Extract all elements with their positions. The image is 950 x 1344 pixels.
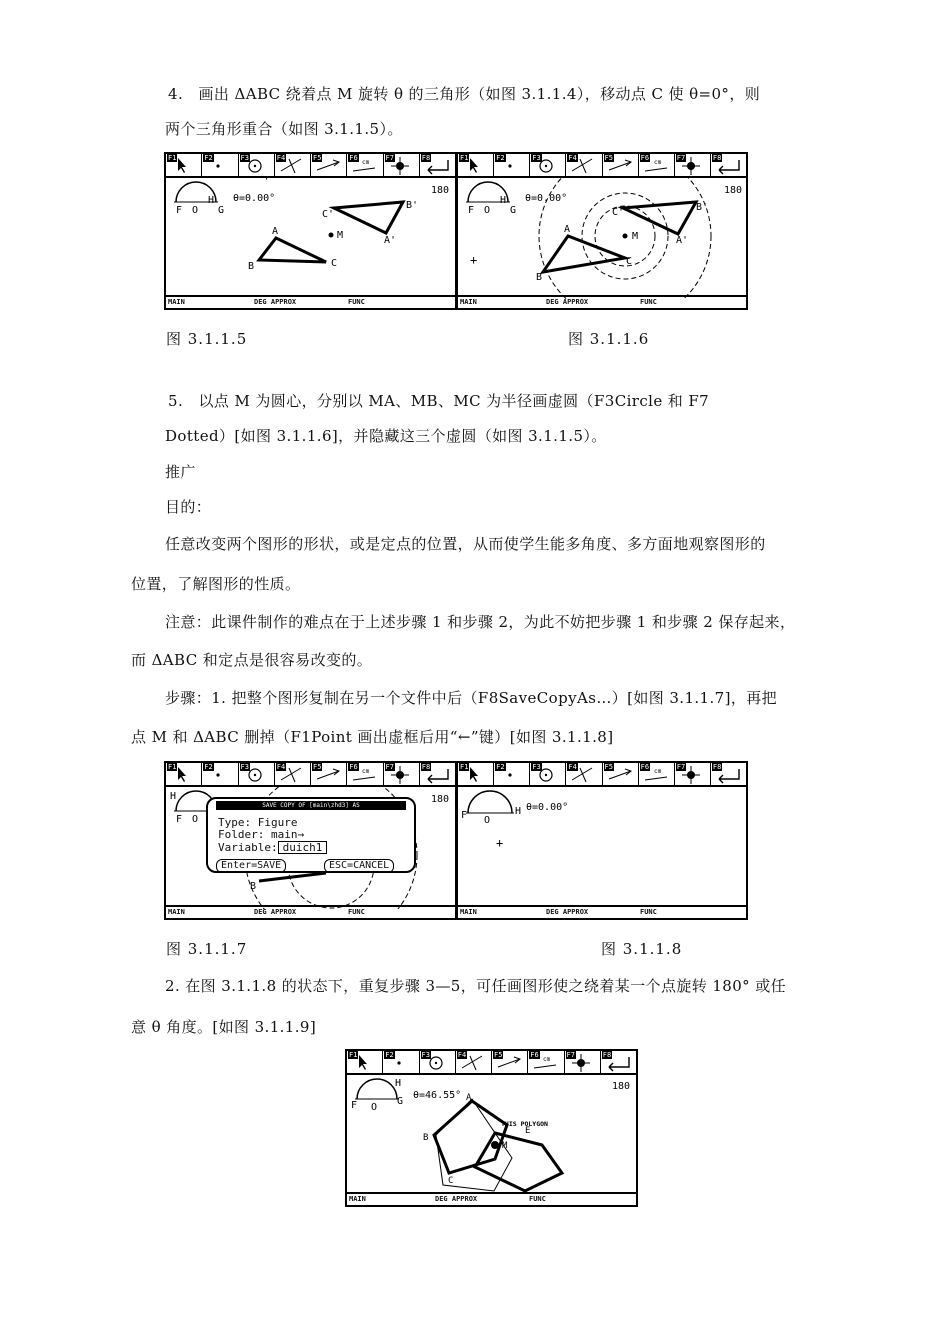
status-main: MAIN (168, 908, 185, 916)
variable-label: Variable: (218, 841, 278, 854)
fkey-f4[interactable] (275, 763, 311, 785)
fkey-label: F4 (276, 154, 286, 162)
caption-fig6: 图 3.1.1.6 (568, 330, 650, 348)
fkey-label: F5 (494, 1051, 503, 1059)
geometry-canvas (458, 176, 748, 299)
status-bar (166, 905, 455, 918)
label-m: M (502, 1141, 508, 1151)
fkey-label: F4 (457, 1051, 467, 1059)
label-c2: C' (322, 209, 335, 220)
fkey-label: F2 (496, 154, 505, 162)
label-b2: B' (696, 202, 709, 213)
fkey-label: F3 (240, 154, 249, 162)
label-b: B (248, 261, 255, 272)
fkey-f3[interactable] (530, 154, 566, 176)
fkey-f7[interactable] (384, 763, 420, 785)
fkey-f6[interactable] (528, 1051, 564, 1073)
fkey-label: F6 (640, 763, 650, 771)
label-c2: C' (612, 207, 625, 218)
geometry-canvas (166, 176, 457, 299)
para-steps-line2: 点 M 和 ΔABC 删掉（F1Point 画出虚框后用“←”键）[如图 3.1.1.8] (131, 728, 614, 746)
fkey-f6[interactable] (639, 763, 675, 785)
fkey-label: F8 (421, 763, 431, 771)
label-o: O (484, 815, 491, 826)
fkey-f5[interactable] (492, 1051, 528, 1073)
fkey-f1[interactable] (458, 763, 494, 785)
para-note-line2: 而 ΔABC 和定点是很容易改变的。 (131, 651, 373, 669)
fkey-f3[interactable] (239, 154, 275, 176)
fkey-f8[interactable] (420, 154, 455, 176)
point-m (491, 1141, 499, 1149)
label-e: E (525, 1126, 531, 1136)
status-mode: DEG APPROX (546, 908, 589, 916)
fkey-f6[interactable] (639, 154, 675, 176)
fkey-f7[interactable] (675, 154, 711, 176)
triangle-edge (259, 873, 326, 881)
cross-marker: + (470, 253, 478, 267)
cross-marker: + (496, 836, 504, 850)
para-purpose-line1: 任意改变两个图形的形状，或是定点的位置，从而使学生能多角度、多方面地观察图形的 (165, 535, 766, 553)
calc-screen-fig6 (456, 152, 748, 310)
value-180: 180 (431, 185, 450, 196)
fkey-label: F5 (313, 763, 322, 771)
heading-extension: 推广 (165, 463, 196, 481)
function-toolbar (347, 1051, 636, 1075)
theta-readout: θ=0.00° (526, 802, 569, 813)
fkey-label: F1 (168, 763, 177, 771)
fkey-f2[interactable] (494, 763, 530, 785)
value-180: 180 (724, 185, 743, 196)
status-main: MAIN (349, 1195, 366, 1203)
value-180: 180 (612, 1081, 631, 1092)
fkey-f6[interactable] (347, 763, 383, 785)
status-bar (166, 295, 455, 308)
label-g: G (218, 205, 225, 216)
fkey-f2[interactable] (202, 763, 238, 785)
svg-text:cm: cm (543, 1056, 551, 1063)
dialog-type: Type: Figure (218, 816, 298, 829)
status-mode: DEG APPROX (254, 298, 297, 306)
svg-text:cm: cm (362, 159, 370, 166)
label-f: F (176, 814, 183, 825)
fkey-f2[interactable] (383, 1051, 419, 1073)
fkey-f2[interactable] (202, 154, 238, 176)
fkey-f6[interactable] (347, 154, 383, 176)
fkey-label: F6 (530, 1051, 539, 1059)
label-h: H (170, 791, 177, 802)
geometry-canvas (347, 1073, 638, 1196)
variable-input[interactable]: duich1 (278, 841, 328, 854)
triangle-abc (259, 238, 326, 262)
fkey-label: F7 (676, 154, 686, 162)
label-g: G (397, 1096, 404, 1107)
fkey-f3[interactable] (530, 763, 566, 785)
fkey-f8[interactable] (420, 763, 455, 785)
function-toolbar (166, 763, 455, 787)
label-o: O (192, 205, 199, 216)
triangle-abc (543, 236, 625, 272)
status-bar (347, 1192, 636, 1205)
fkey-f4[interactable] (566, 763, 602, 785)
triangle-rotated (334, 202, 403, 233)
fkey-label: F8 (602, 1051, 612, 1059)
calc-screen-fig9 (345, 1049, 638, 1207)
para-step2-line2: 意 θ 角度。[如图 3.1.1.9] (131, 1018, 317, 1036)
status-func: FUNC (640, 298, 657, 306)
fkey-f7[interactable] (565, 1051, 601, 1073)
calc-screen-fig5 (164, 152, 457, 310)
fkey-f2[interactable] (494, 154, 530, 176)
fkey-f5[interactable] (311, 763, 347, 785)
fkey-label: F5 (604, 763, 613, 771)
fkey-f1[interactable] (166, 763, 202, 785)
dialog-title: SAVE COPY OF [main\zhd3] AS (216, 801, 406, 810)
geometry-canvas (458, 785, 748, 909)
fkey-label: F3 (240, 763, 249, 771)
fkey-f5[interactable] (311, 154, 347, 176)
status-func: FUNC (640, 908, 657, 916)
fkey-label: F3 (421, 1051, 430, 1059)
label-c: C (448, 1176, 454, 1186)
triangle-rotated (623, 202, 696, 234)
para-step4-line2: 两个三角形重合（如图 3.1.1.5）。 (165, 120, 403, 138)
dialog-variable-row (218, 841, 327, 854)
label-b: B (423, 1133, 429, 1143)
arc (468, 791, 512, 813)
fkey-label: F2 (385, 1051, 394, 1059)
fkey-label: F7 (676, 763, 686, 771)
fkey-label: F8 (712, 763, 722, 771)
para-step4-line1: 4. 画出 ΔABC 绕着点 M 旋转 θ 的三角形（如图 3.1.1.4），移动点 C 使 θ=0°，则 (168, 85, 761, 103)
label-a: A (466, 1093, 472, 1103)
fkey-label: F7 (385, 154, 394, 162)
status-main: MAIN (460, 298, 477, 306)
label-h: H (208, 195, 215, 206)
label-a: A (564, 224, 571, 235)
status-mode: DEG APPROX (254, 908, 297, 916)
fkey-f3[interactable] (420, 1051, 456, 1073)
label-b: B (536, 272, 543, 283)
para-step5-line2: Dotted）[如图 3.1.1.6]，并隐藏这三个虚圆（如图 3.1.1.5）。 (165, 427, 607, 445)
fkey-label: F2 (204, 763, 213, 771)
fkey-label: F4 (568, 763, 577, 771)
fkey-f4[interactable] (456, 1051, 492, 1073)
fkey-f4[interactable] (275, 154, 311, 176)
para-purpose-line2: 位置，了解图形的性质。 (131, 575, 301, 593)
save-copy-dialog (206, 797, 416, 873)
polygon-rotated-1 (434, 1101, 507, 1173)
theta-readout: θ=46.55° (413, 1090, 462, 1101)
fkey-label: F6 (640, 154, 650, 162)
caption-fig5: 图 3.1.1.5 (166, 330, 248, 348)
caption-fig8: 图 3.1.1.8 (601, 940, 683, 958)
label-b: B (250, 881, 257, 892)
label-c: C (626, 256, 633, 267)
fkey-f4[interactable] (566, 154, 602, 176)
fkey-label: F8 (421, 154, 431, 162)
calc-screen-fig7 (164, 761, 457, 920)
label-f: F (176, 205, 183, 216)
fkey-f7[interactable] (675, 763, 711, 785)
label-h: H (515, 806, 522, 817)
fkey-f8[interactable] (711, 763, 746, 785)
fkey-label: F6 (349, 763, 358, 771)
fkey-label: F7 (566, 1051, 575, 1059)
fkey-label: F4 (276, 763, 286, 771)
function-toolbar (458, 763, 746, 787)
fkey-label: F1 (460, 763, 469, 771)
polygon-label: THIS POLYGON (501, 1120, 548, 1128)
fkey-label: F2 (496, 763, 505, 771)
fkey-f1[interactable] (458, 154, 494, 176)
point-m (329, 233, 334, 238)
esc-cancel-button[interactable]: ESC=CANCEL (324, 859, 394, 873)
caption-fig7: 图 3.1.1.7 (166, 940, 248, 958)
heading-purpose: 目的： (165, 498, 212, 516)
label-h: H (500, 195, 507, 206)
function-toolbar (166, 154, 455, 178)
enter-save-button[interactable]: Enter=SAVE (216, 859, 286, 873)
calc-screen-fig8 (456, 761, 748, 920)
status-mode: DEG APPROX (546, 298, 589, 306)
svg-text:cm: cm (653, 768, 661, 775)
para-step5-line1: 5. 以点 M 为圆心，分别以 MA、MB、MC 为半径画虚圆（F3Circle 和 F7 (168, 392, 710, 410)
label-g: G (510, 205, 517, 216)
value-180: 180 (431, 794, 450, 805)
label-f: F (468, 205, 475, 216)
fkey-f7[interactable] (384, 154, 420, 176)
para-note-line1: 注意：此课件制作的难点在于上述步骤 1 和步骤 2，为此不妨把步骤 1 和步骤 2 保存起来， (165, 613, 796, 631)
fkey-label: F7 (385, 763, 394, 771)
status-bar (458, 905, 746, 918)
label-c: C (331, 258, 338, 269)
label-o: O (484, 205, 491, 216)
fkey-f5[interactable] (603, 763, 639, 785)
fkey-label: F8 (712, 154, 722, 162)
fkey-f8[interactable] (711, 154, 746, 176)
label-f: F (351, 1100, 358, 1111)
fkey-label: F1 (460, 154, 469, 162)
fkey-f1[interactable] (166, 154, 202, 176)
status-func: FUNC (529, 1195, 546, 1203)
theta-readout: θ=0.00° (233, 193, 276, 204)
label-h: H (395, 1078, 402, 1089)
fkey-f3[interactable] (239, 763, 275, 785)
status-func: FUNC (348, 908, 365, 916)
fkey-label: F6 (349, 154, 358, 162)
fkey-f1[interactable] (347, 1051, 383, 1073)
label-a2: A' (676, 235, 689, 246)
status-func: FUNC (348, 298, 365, 306)
function-toolbar (458, 154, 746, 178)
label-f: F (461, 810, 468, 821)
label-o: O (192, 814, 199, 825)
fkey-label: F1 (349, 1051, 358, 1059)
fkey-label: F1 (168, 154, 177, 162)
label-b2: B' (406, 200, 419, 211)
fkey-label: F3 (532, 154, 541, 162)
fkey-label: F3 (532, 763, 541, 771)
svg-text:cm: cm (362, 768, 370, 775)
fkey-label: F5 (604, 154, 613, 162)
label-a: A (272, 226, 279, 237)
fkey-label: F5 (313, 154, 322, 162)
fkey-f8[interactable] (601, 1051, 636, 1073)
para-step2-line1: 2. 在图 3.1.1.8 的状态下，重复步骤 3—5，可任画图形使之绕着某一个点旋转 180° 或任 (165, 977, 787, 995)
fkey-label: F4 (568, 154, 577, 162)
status-bar (458, 295, 746, 308)
label-m: M (632, 231, 639, 242)
theta-readout: θ=0.00° (525, 193, 568, 204)
svg-text:cm: cm (653, 159, 661, 166)
dialog-folder[interactable]: Folder: main→ (218, 828, 305, 841)
status-main: MAIN (168, 298, 185, 306)
fkey-f5[interactable] (603, 154, 639, 176)
label-a2: A' (384, 235, 397, 246)
label-o: O (371, 1102, 378, 1113)
para-steps-line1: 步骤：1. 把整个图形复制在另一个文件中后（F8SaveCopyAs…）[如图 3.1.1.7]，再把 (165, 689, 778, 707)
cross-marker: + (263, 176, 271, 183)
fkey-label: F2 (204, 154, 213, 162)
label-m: M (337, 230, 344, 241)
arc (357, 1079, 397, 1099)
status-mode: DEG APPROX (435, 1195, 478, 1203)
point-m (623, 234, 628, 239)
status-main: MAIN (460, 908, 477, 916)
